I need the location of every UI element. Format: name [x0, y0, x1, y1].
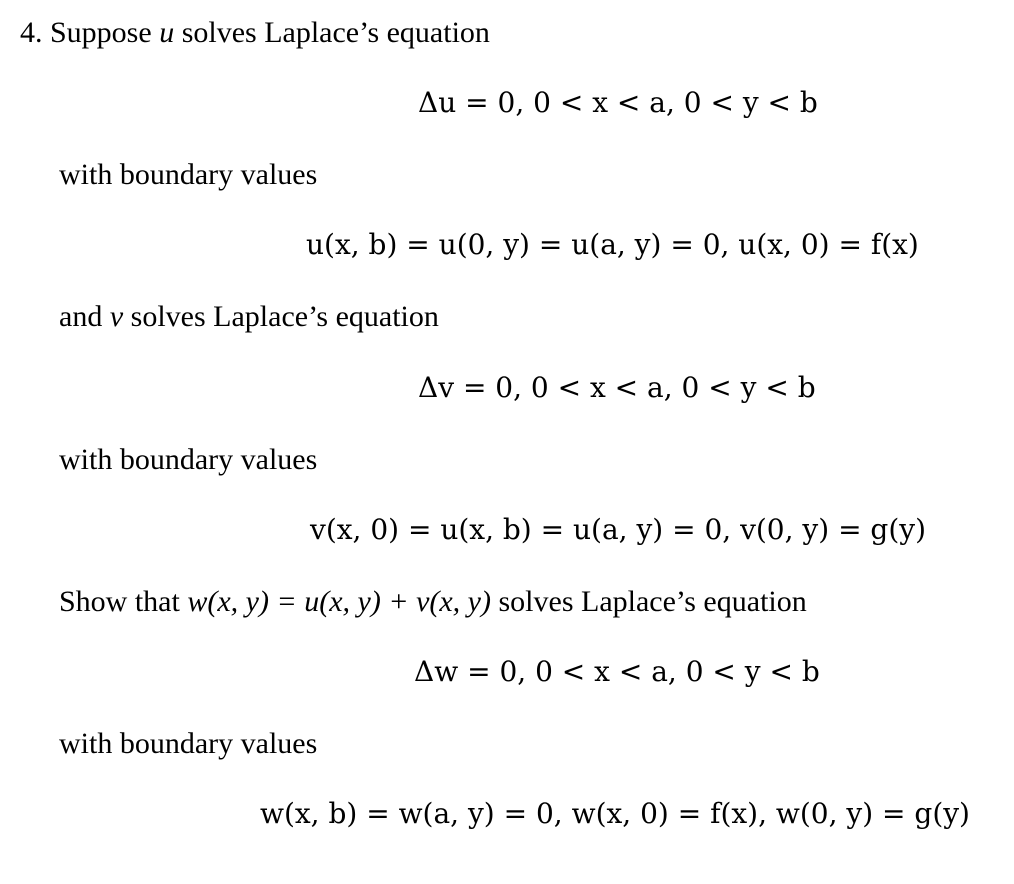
equation-laplace-v: Δv = 0, 0 < x < a, 0 < y < b — [418, 371, 816, 404]
intro-pre: Suppose — [50, 16, 152, 49]
problem-number: 4. — [20, 16, 43, 49]
equation-laplace-w: Δw = 0, 0 < x < a, 0 < y < b — [414, 655, 820, 688]
and-pre: and — [59, 300, 103, 333]
boundary-label-3: with boundary values — [59, 727, 318, 760]
problem-heading — [20, 18, 490, 48]
and-post: solves Laplace’s equation — [130, 300, 439, 333]
equation-boundary-v: v(x, 0) = u(x, b) = u(a, y) = 0, v(0, y) = g(y) — [310, 513, 927, 546]
show-post: solves Laplace’s equation — [498, 585, 807, 618]
equation-laplace-u: Δu = 0, 0 < x < a, 0 < y < b — [418, 86, 818, 119]
boundary-label-1: with boundary values — [59, 158, 318, 191]
and-v-line — [59, 302, 439, 332]
equation-boundary-w: w(x, b) = w(a, y) = 0, w(x, 0) = f(x), w(0, y) = g(y) — [260, 797, 970, 830]
intro-var: u — [159, 16, 175, 49]
equation-boundary-u: u(x, b) = u(0, y) = u(a, y) = 0, u(x, 0) = f(x) — [306, 228, 919, 261]
show-pre: Show that — [59, 585, 180, 618]
and-var: v — [109, 300, 124, 333]
boundary-label-2: with boundary values — [59, 443, 318, 476]
show-line — [59, 587, 807, 617]
intro-post: solves Laplace’s equation — [181, 16, 490, 49]
show-expr: w(x, y) = u(x, y) + v(x, y) — [187, 585, 491, 618]
